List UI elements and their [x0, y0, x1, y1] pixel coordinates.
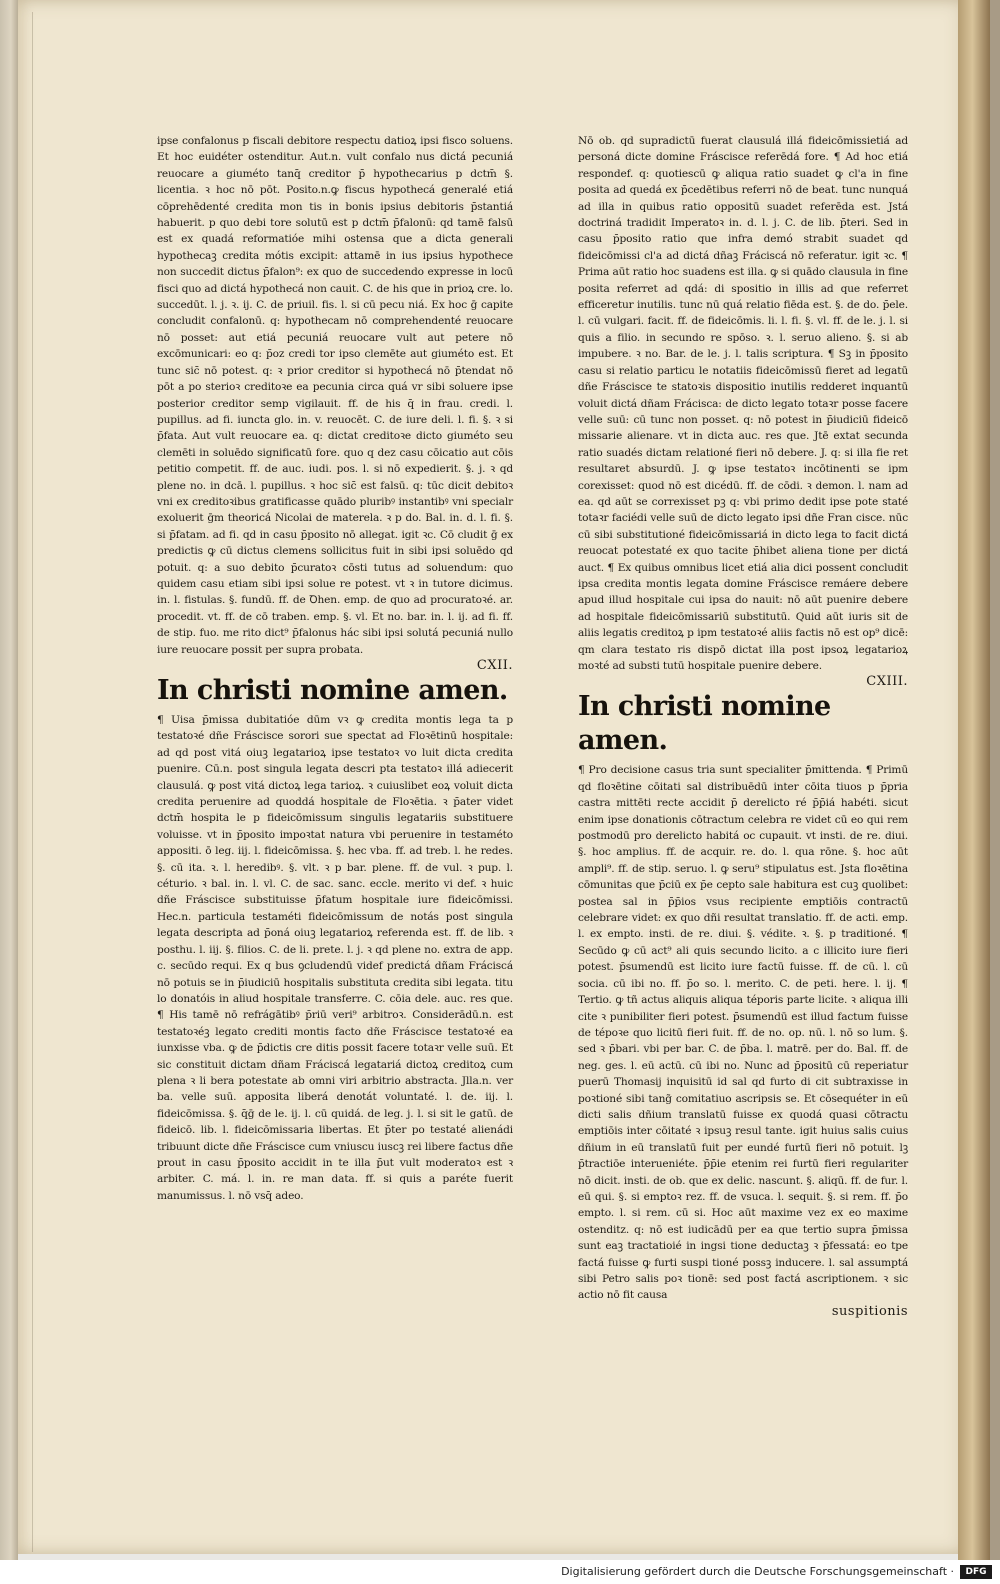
- right-paragraph-2: ¶ Pro decisione casus tria sunt specialiter p̄mittenda. ¶ Primū qd floꝛētine cōitati sal distribuēdū inter cōita tiuos p p̄pria castra mittēti recte accidit p̄ derelicto ré p̄p̄iá habéti. sicut enim ipse donationis cōtractum celebra re videt cū eo qui rem postmodū pro derelicto habitá oc cupauit. vt insti. de re. diui. §. hoc amplius. ff. de acquir. re. do. l. qua rōne. §. hoc aūt ampli⁹. ff. de stip. seruo. l. ꝙ seru⁹ stipulatus est. Jsta floꝛētina cōmunitas que p̄ciū ex p̄e cepto sale habitura est cuꝫ quolibet: postea sal in p̄p̄ios vsus recipiente emptiōis contractū celebrare videt: ex quo dñi resultat translatio. ff. de acti. emp. l. ex empto. insti. de re. diui. §. védite. ꝛ. §. p traditioné. ¶ Secūdo ꝙ cū act⁹ ali quis secundo licito. a c illicito iure fieri potest. p̄sumendū est licito iure factū fuisse. ff. de cū. l. cū socia. cū ibi no. ff. p̄o so. l. merito. C. de peti. here. l. ij. ¶ Tertio. ꝙ tñ actus aliquis aliqua téporis parte licite. ꝛ aliqua illi cite ꝛ punibiliter fieri potest. p̄sumendū est illud factum fuisse de tépoꝛe quo licitū fieri fuit. ff. de no. op. nū. l. nō so lum. §. sed ꝛ p̄bari. vbi per bar. C. de p̄ba. l. matrē. per do. Bal. ff. de neg. ges. l. eū actū. cū ibi no. Nunc ad p̄positū cū reperiatur puerū Thomasij inquisitū id sal qd furto di cit subtraxisse in poꝛtioné sibi tang̃ comitatiuo ascripsis se. Et cōsequéter in eū dicti salis dñium translatū fuisse ex quodá quasi cōtractu emptiōis inter cōitaté ꝛ ipsuꝫ resul tante. igit huius salis cuius dñium in eū translatū fuit per eundé furtū fieri nō potuit. lꝫ p̄tractiōe interueniéte. p̄p̄ie etenim rei furtū fieri regulariter nō dicit. insti. de ob. que ex delic. nascunt. §. aliqū. ff. de fur. l. eū qui. §. si emptoꝛ rez. ff. de vsuca. l. sequit. §. si rem. ff. p̄o empto. l. si rem. cū si. Hoc aūt maxime vez ex eo maxime ostenditz. q: nō est iudicādū per ea que tertio supra p̄missa sunt eaꝫ tractatioié in ingsi tione deductaꝫ ꝛ p̄fessatá: eo tpe factá fuisse ꝙ furti suspi tioné possꝫ inducere. l. sal assumptá sibi Petro salis poꝛ tionē: sed post factá ascriptionem. ꝛ sic actio nō fit causa: [578, 764, 908, 1302]
- left-paragraph-1: ipse confalonus p fiscali debitore respectu datioꝝ ipsi fisco soluens. Et hoc euidéter ostenditur. Aut.n. vult confalo nus dictá pecuniá reuocare a giuméto tanq̄ creditor p̄ hypothecarius p dctm̄ §. licentia. ꝛ hoc nō pōt. Posito.n.ꝙ fiscus hypothecá generalé etiá cōprehēdenté credita mon tis in bonis ipsius debitoris p̄stantiá habuerit. p quo debi tore solutū est p dctm̄ p̄falonū: qd tamē falsū est ex quadá reformatióe mihi ostensa que a dicta generali hypothecaꝫ credita mótis excipit: attamē in ius ipsius hypothece non succedit dictus p̄falon⁹: ex quo de succedendo expresse in locū fisci quo ad dictá hypothecá non cauit. C. de his que in prioꝝ cre. lo. succedūt. l. j. ꝛ. ij. C. de priuil. fis. l. si cū pecu niá. Ex hoc ḡ capite concludit confalonū. q: hypothecam nō comprehendenté reuocare nō posset: aut etiá pecuniá reuocare vult aut petere nō excōmunicari: eo q: p̄oz credi tor ipso clemēte aut giuméto est. Et tunc sic̄ nō potest. q: ꝛ prior creditor si hypothecá nō p̄tendat nō pōt a po sterioꝛ creditoꝛe ea pecunia circa quá vr sibi soluere ipse posterior creditor semp vigilauit. ff. de his q̄ in frau. credi. l. pupillus. ad fi. iuncta glo. in. v. reuocēt. C. de iure deli. l. fi. §. ꝛ si p̄fata. Aut vult reuocare ea. q: dictat creditoꝛe dicto giuméto seu clemēti in soluēdo significatū fore. quo q dez casu cōicatio aut cōis petitio competit. ff. de auc. iudi. pos. l. si nō expedierit. §. j. ꝛ qd plene no. in dcā. l. pupillus. ꝛ hoc sic̄ est falsū. q: tūc dicit debitoꝛ vni ex creditoꝛibus gratificasse quādo pluribꝰ instantibꝰ vni specialr exoluerit ḡm theoricá Nicolai de materela. ꝛ p do. Bal. in. d. l. fi. §. si p̄fatam. ad fi. qd in casu p̄posito nō allegat. igit ꝛc. Cō cludit ḡ ex predictis ꝙ cū dictus clemens sollicitus fuit in sibi ipsi soluēdo qd potuit. q: a suo debito p̄curatoꝛ cōsti tutus ad soluendum: quo quidem casu etiam sibi ipsi solue re potest. vt ꝛ in tutore dicimus. in. l. fistulas. §. fundū. ff. de Ꝺhen. emp. de quo ad procuratoꝛé. ar. procedit. vt. ff. de cō traben. emp. §. vl. Et no. bar. in. l. ij. ad fi. ff. de stip. fuo. me rito dict⁹ p̄falonus hác sibi ipsi solutá pecuniá nullo iure reuocare possit per supra probata.: [157, 135, 513, 656]
- folio-number-right: CXIII.: [866, 674, 908, 690]
- section-heading-left: In christi nomine amen.: [157, 675, 508, 706]
- section-heading-right: In christi nomine amen.: [578, 691, 831, 757]
- book-spine: [958, 0, 990, 1560]
- right-paragraph-1: Nō ob. qd supradictū fuerat clausulá illá fideicōmissietiá ad personá dicte domine Fráscisce referēdá fore. ¶ Ad hoc etiá respondef. q: quotiescū ꝙ aliqua ratio suadet ꝙ cl'a in fine posita ad quedá ex p̄cedētibus referri nō de beat. tunc nunquá ad illa in quibus ratio oppositū suadet referēda est. Jstá doctriná tradidit Imperatoꝛ in. d. l. j. C. de lib. p̄teri. Sed in casu p̄posito ratio que infra demó strabit suadet qd fideicōmissi cl'a ad dictá dñaꝫ Fráciscá nō referatur. igit ꝛc. ¶ Prima aūt ratio hoc suadens est illa. ꝙ si quādo clausula in fine posita referret ad qdá: di spositio in illis ad que referret efficeretur inutilis. tunc nū quá relatio fiēda est. §. de do. p̄ele. l. cū vulgari. facit. ff. de fideicōmis. li. l. fi. §. vl. ff. de le. j. l. si quis a filio. in secundo re spōso. ꝛ. l. seruo alieno. §. si ab impubere. ꝛ no. Bar. de le. j. l. talis scriptura. ¶ Sꝫ in p̄posito casu si relatio particu le notatiis fideicōmissū fieret ad legatū dñe Fráscisce te statoꝛis dispositio inutilis redderet inquantū voluit dictá dñam Frácisca: de dicto legato totaꝛr posse facere velle suū: cū tunc non posset. q: nō potest in p̄iudiciū fideicō missarie alienare. vt in dicta auc. res que. Jtē extat secunda ratio suadés dictam relationé fieri nō debere. J. q: si illa fie ret resultaret absurdū. J. ꝙ ipse testatoꝛ incōtinenti se ipm corexisset: quod nō est dicédū. ff. de cōdi. ꝛ demon. l. nam ad ea. qd aūt se correxisset pꝫ q: vbi primo dedit ipse pote staté totaꝛr faciédi velle suū de dicto legato ipsi dñe Fran cisce. nūc cū sibi substitutioné fideicōmissariá in dicto lega to facit dictá reuocat potestaté ex quo tacite p̄hibet aliena tione per dictá auct. ¶ Ex quibus omnibus licet etiá alia dici possent concludit ipsa credita montis legata domine Fráscisce remáere debere apud illud hospitale cui ipsa do nauit: nō aūt puenire debere ad hospitale fideicōmissariū substitutū. Quid aūt iuris sit de aliis legatis creditoꝝ p ipm testatoꝛé aliis factis nō est op⁹ dicē: qm clara testato ris dispō dictat illa post ipsoꝝ legatarioꝝ moꝛté ad substi tutū hospitale puenire debere.: [578, 135, 908, 672]
- left-paragraph-2: ¶ Uisa p̄missa dubitatióe dūm vꝛ ꝙ credita montis lega ta p testatoꝛé dñe Fráscisce sorori sue spectat ad Floꝛētinū hospitale: ad qd post vitá oiuꝫ legatarioꝝ ipse testatoꝛ vo luit dicta credita puenire. Cū.n. post singula legata descri pta testatoꝛ illá adiecerit clausulá. ꝙ post vitá dictoꝝ lega tarioꝝ. ꝛ cuiuslibet eoꝝ voluit dicta credita peruenire ad quoddá hospitale de Floꝛētia. ꝛ p̄ater videt dctm̄ hospita le p fideicōmissum singulis legatariis substituere voluisse. vt in p̄posito impoꝛtat natura vbi peruenire in testaméto appositi. ō leg. iij. l. fideicōmissa. §. hec vba. ff. ad treb. l. he redes. §. cū ita. ꝛ. l. heredibꝰ. §. vlt. ꝛ p bar. plene. ff. de vul. ꝛ pup. l. céturio. ꝛ bal. in. l. vl. C. de sac. sanc. eccle. merito vi def. ꝛ huic dñe Fráscisce substituisse p̄fatum hospitale iure fideicōmissi. Hec.n. particula testaméti fideicōmissum de notás post singula legata descripta ad p̄oná oiuꝫ legatarioꝝ referenda est. ff. de lib. ꝛ posthu. l. iij. §. filios. C. de li. prete. l. j. ꝛ qd plene no. extra de app. c. secūdo requi. Ex q bus ꝯcludendū videf predictá dñam Fráciscá nō potuis se in p̄iudiciū hospitalis substituta credita sibi legata. titu lo donatóis in aliud hospitale transferre. C. cōia dele. auc. res que. ¶ His tamē nō refrágātibꝰ p̄riū veri⁹ arbitroꝛ. Considerādū.n. est testatoꝛéꝫ legato crediti montis facto dñe Fráscisce testatoꝛé ea iunxisse vba. ꝙ de p̄dictis cre ditis possit facere totaꝛr velle suū. Et sic constituit dictam dñam Fráciscá legatariá dictoꝝ creditoꝝ cum plena ꝛ li bera potestate ab omni viri arbitrio abstracta. Jlla.n. ver ba. velle suū. apposita liberá denotát voluntaté. l. de. iij. l. fideicōmissa. §. q̄ḡ de le. ij. l. cū quidá. de leg. j. l. si sit le gatū. de fideicō. lib. l. fideicōmissaria libertas. Et p̄ter po testaté alienádi tribuunt dicte dñe Fráscisce cum vniuscu iuscꝫ rei libere factus dñe prout in casu p̄posito accidit in te illa p̄ut vult moderatoꝛ est ꝛ arbiter. C. má. l. in. re man data. ff. si quis a paréte fuerit manumissus. l. nō vsq̄ adeo.: [157, 714, 513, 1202]
- left-text-column: [157, 133, 513, 1204]
- folio-number-left: CXII.: [476, 658, 513, 673]
- catchword: suspitionis: [831, 1303, 908, 1319]
- page-edge-shadow: [22, 12, 33, 1552]
- digitization-footer: [0, 1560, 1000, 1584]
- right-text-column: [578, 133, 908, 1320]
- scan-right-edge: [990, 0, 1000, 1560]
- scan-left-edge: [0, 0, 18, 1584]
- funding-notice: Digitalisierung gefördert durch die Deutsche Forschungsgemeinschaft ·: [561, 1565, 954, 1578]
- dfg-logo: DFG: [960, 1565, 992, 1579]
